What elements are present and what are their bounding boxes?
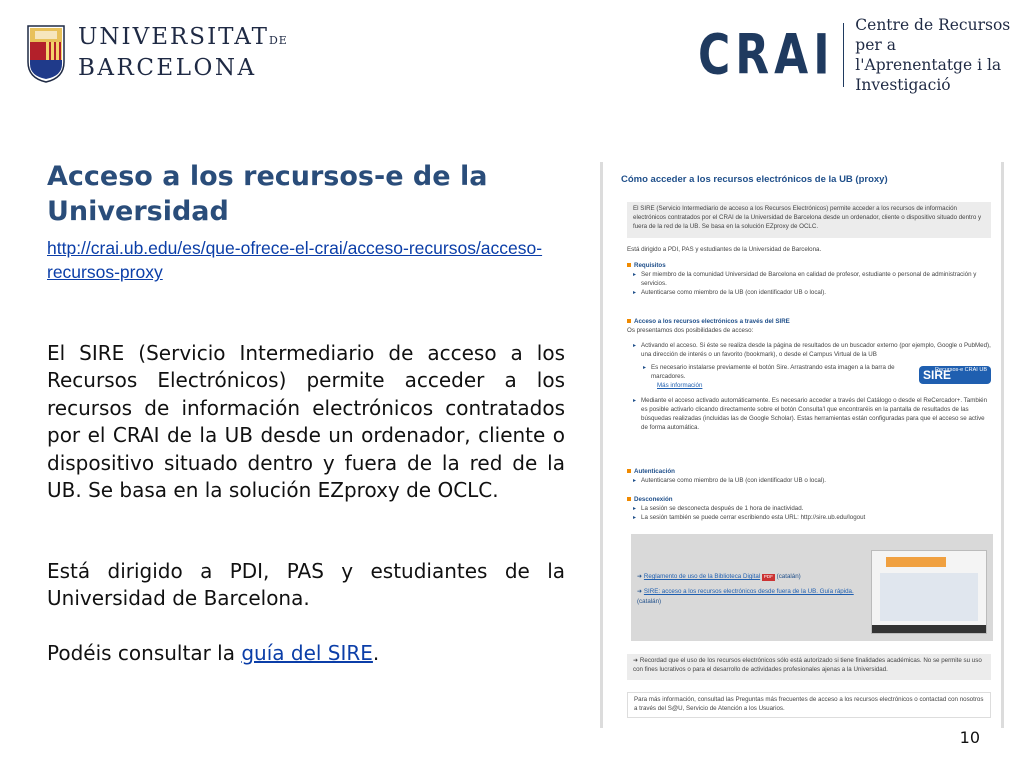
more-info-link[interactable]: Más información bbox=[657, 381, 703, 389]
requirements-section: Requisitos ▸ Ser miembro de la comunidad Universidad de Barcelona en calidad de profesor, estudiante o personal de administración y servicios. ▸ Autenticarse como miembro de la UB (con identificador UB o local). bbox=[627, 262, 991, 298]
ub-seal-icon bbox=[26, 22, 66, 84]
screenshot-title: Cómo acceder a los recursos electrónicos de la UB (proxy) bbox=[621, 174, 888, 185]
intro-box: El SIRE (Servicio Intermediario de acceso a los Recursos Electrónicos) permite acceder a los recursos de información electrónicos contratados por el CRAI de la Universidad de Barcelona desde un ordenador, cliente o dispositivo situado dentro y fuera de la red de la UB. Se basa en la solución EZproxy de OCLC. bbox=[627, 202, 991, 238]
slide-title: Acceso a los recursos-e de la Universidad bbox=[47, 161, 488, 227]
disconnection-section: Desconexión ▸ La sesión se desconecta después de 1 hora de inactividad. ▸ La sesión también se puede cerrar escribiendo esta URL: http://sire.ub.edu/logout bbox=[627, 496, 991, 523]
page-number: 10 bbox=[959, 728, 980, 747]
audience-text: Está dirigido a PDI, PAS y estudiantes de la Universidad de Barcelona. bbox=[627, 246, 822, 253]
video-player[interactable] bbox=[871, 550, 987, 634]
sire-guide-quick-link[interactable]: ➜ SIRE: acceso a los recursos electrónicos desde fuera de la UB. Guía rápida. (catalán) bbox=[637, 588, 854, 605]
crai-wordmark: CRAI bbox=[698, 23, 835, 87]
access-section: Acceso a los recursos electrónicos a través del SIRE Os presentamos dos posibilidades de acceso: ▸ Activando el acceso. Si éste se realiza desde la página de resultados de un buscador externo (por ejemplo, Google o PubMed), una dirección de interés o un favorito (bookmark), o desde el Campus Virtual de la UB ▸ Es necesario instalarse previamente el botón Sire. Arrastrando esta imagen a la barra de marcadores. Más información ▸ Mediante el acceso activado automáticamente. Es necesario acceder a través del Catálogo o desde el ReCercador+. También es posible activarlo clicando directamente sobre el botón Consulta'l que encontraréis en la pantalla de resultados de las búsquedas realizadas (incluidas las de Google Scholar). Estas herramientas están configuradas para que el acceso se active de forma automática. bbox=[627, 318, 991, 433]
authentication-section: Autenticación ▸ Autenticarse como miembro de la UB (con identificador UB o local). bbox=[627, 468, 991, 486]
crai-divider bbox=[843, 23, 844, 87]
video-area bbox=[631, 534, 993, 641]
crai-subtitle: Centre de Recursos per a l'Aprenentatge i la Investigació bbox=[855, 15, 1011, 95]
pdf-icon: PDF bbox=[763, 574, 773, 579]
regulation-link[interactable]: ➜ Reglamento de uso de la Biblioteca Digital PDF (catalán) bbox=[637, 573, 801, 580]
crai-url-link[interactable]: http://crai.ub.edu/es/que-ofrece-el-crai/acceso-recursos/acceso-recursos-proxy bbox=[47, 238, 543, 283]
sire-guide-link[interactable]: guía del SIRE bbox=[241, 641, 373, 665]
sire-button-icon[interactable]: SIRE Recursos-e CRAI UB bbox=[919, 366, 991, 384]
paragraph-audience: Está dirigido a PDI, PAS y estudiantes de la Universidad de Barcelona. bbox=[47, 559, 565, 611]
paragraph-guide: Podéis consultar la guía del SIRE. bbox=[47, 641, 380, 665]
more-info-box: Para más información, consultad las Preguntas más frecuentes de acceso a los recursos electrónicos o contactad con nosotros a través del S@U, Servicio de Atención a los Usuarios. bbox=[627, 692, 991, 718]
paragraph-sire-description: El SIRE (Servicio Intermediario de acceso a los Recursos Electrónicos) permite acceder a los recursos de información electrónicos contratados por el CRAI de la UB desde un ordenador, cliente o dispositivo situado dentro y fuera de la red de la UB. Se basa en la solución EZproxy de OCLC. bbox=[47, 341, 565, 502]
crai-logo bbox=[698, 15, 1024, 95]
ub-name-line1: UNIVERSITATDE bbox=[78, 24, 288, 50]
ub-logo bbox=[26, 22, 288, 84]
web-screenshot bbox=[600, 162, 1004, 728]
notice-box: ➜ Recordad que el uso de los recursos electrónicos sólo está autorizado si tiene finalidades académicas. No se permite su uso con fines lucrativos o para el desarrollo de actividades profesionales ajenas a la Universidad. bbox=[627, 654, 991, 680]
ub-name-line2: BARCELONA bbox=[78, 55, 257, 81]
